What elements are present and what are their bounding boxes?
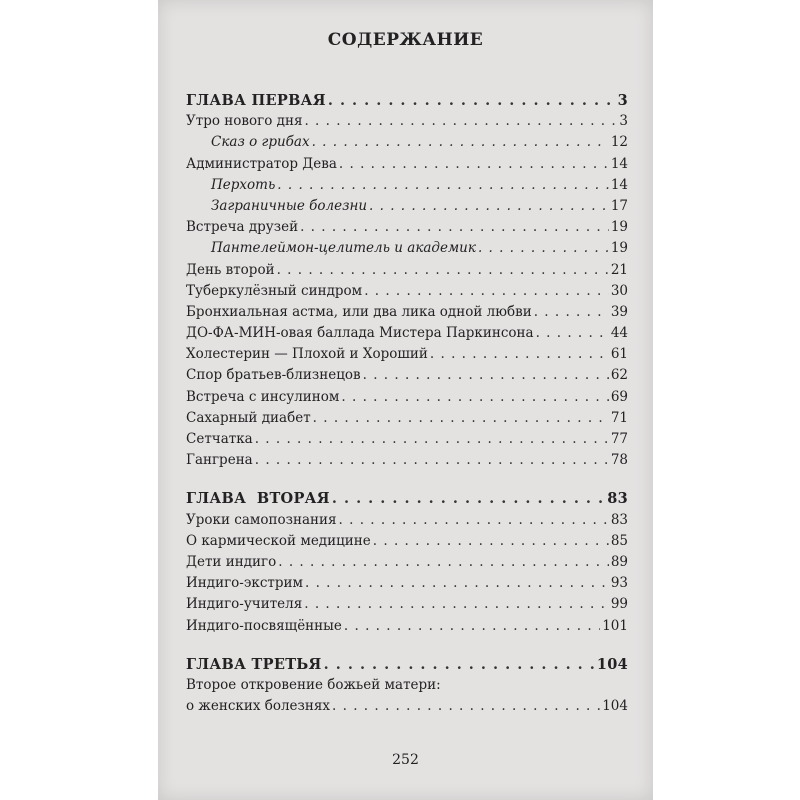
toc-entry (186, 365, 628, 386)
leader-dots (305, 573, 609, 594)
entry-title: Администратор Дева (186, 155, 337, 172)
page-ref: 62 (610, 367, 628, 384)
leader-dots (373, 531, 609, 552)
entry-title: Индиго-экстрим (186, 575, 304, 592)
entry-title: Перхоть (211, 176, 276, 193)
entry-title: Встреча с инсулином (186, 388, 340, 405)
page-ref: 89 (610, 553, 628, 570)
page-ref: 83 (610, 511, 628, 528)
page-ref: 3 (617, 92, 628, 109)
toc-entry (186, 387, 628, 408)
toc-entry (186, 344, 628, 365)
entry-title: Туберкулёзный синдром (186, 282, 363, 299)
leader-dots (304, 111, 617, 132)
entry-title: Холестерин — Плохой и Хороший (186, 346, 428, 363)
leader-dots (312, 132, 609, 153)
book-page (158, 0, 653, 800)
leader-dots (278, 552, 609, 573)
toc-subentry (186, 132, 628, 153)
toc-entry (186, 450, 628, 471)
toc-entry (186, 510, 628, 531)
page-ref: 19 (610, 219, 628, 236)
page-ref: 14 (610, 176, 628, 193)
entry-title: Гангрена (186, 452, 253, 469)
leader-dots (536, 323, 609, 344)
page-ref: 14 (610, 155, 628, 172)
leader-dots (277, 260, 609, 281)
page-ref: 78 (610, 452, 628, 469)
page-ref: 104 (602, 698, 628, 715)
chapter-title: ГЛАВА ПЕРВАЯ (186, 92, 326, 109)
leader-dots (328, 90, 616, 111)
entry-title: О кармической медицине (186, 532, 371, 549)
entry-title: ДО-ФА-МИН-овая баллада Мистера Паркинсона (186, 325, 534, 342)
entry-title: Дети индиго (186, 553, 277, 570)
leader-dots (430, 344, 609, 365)
page-ref: 44 (610, 325, 628, 342)
entry-title: Бронхиальная астма, или два лика одной любви (186, 303, 532, 320)
toc-entry (186, 616, 628, 637)
entry-title: Спор братьев-близнецов (186, 367, 361, 384)
toc-entry-line1: Второе откровение божьей матери: (186, 676, 441, 693)
toc-entry (186, 531, 628, 552)
leader-dots (332, 696, 600, 717)
leader-dots (313, 408, 609, 429)
toc-entry (186, 260, 628, 281)
leader-dots (255, 429, 609, 450)
page-number: 252 (392, 752, 419, 768)
entry-title: Сказ о грибах (211, 134, 310, 151)
page-ref: 99 (610, 596, 628, 613)
page-ref: 17 (610, 197, 628, 214)
toc-entry (186, 217, 628, 238)
page-ref: 93 (610, 575, 628, 592)
page-ref: 39 (610, 303, 628, 320)
toc-subentry (186, 196, 628, 217)
leader-dots (369, 196, 609, 217)
chapter-2-heading (186, 488, 628, 509)
leader-dots (478, 238, 609, 259)
entry-title: о женских болезнях (186, 698, 331, 715)
table-of-contents (186, 90, 628, 717)
entry-title: День второй (186, 261, 275, 278)
entry-title: Заграничные болезни (211, 197, 368, 214)
entry-title: Индиго-учителя (186, 596, 303, 613)
toc-entry (186, 408, 628, 429)
toc-entry (186, 281, 628, 302)
page-ref: 19 (610, 240, 628, 257)
page-ref: 77 (610, 431, 628, 447)
page-ref: 71 (610, 409, 628, 426)
page-ref: 104 (596, 655, 628, 673)
entry-title: Сетчатка (186, 431, 253, 447)
toc-entry (186, 302, 628, 323)
toc-entry (186, 154, 628, 175)
page-ref: 101 (602, 617, 628, 634)
leader-dots (341, 387, 608, 408)
leader-dots (255, 450, 609, 471)
entry-title: Индиго-посвящённые (186, 617, 342, 634)
leader-dots (332, 488, 605, 509)
page-ref: 83 (607, 490, 628, 508)
toc-entry (186, 429, 628, 450)
toc-entry (186, 111, 628, 132)
page-ref: 69 (610, 388, 628, 405)
leader-dots (344, 616, 600, 637)
leader-dots (364, 281, 609, 302)
page-ref: 21 (610, 261, 628, 278)
chapter-1-heading (186, 90, 628, 111)
entry-title: Пантелеймон-целитель и академик (211, 240, 476, 257)
entry-title: Сахарный диабет (186, 409, 311, 426)
leader-dots (339, 510, 609, 531)
page-title: СОДЕРЖАНИЕ (327, 30, 484, 50)
leader-dots (304, 594, 609, 615)
leader-dots (277, 175, 609, 196)
leader-dots (534, 302, 609, 323)
section-gap (186, 471, 628, 488)
toc-entry (186, 573, 628, 594)
leader-dots (363, 365, 609, 386)
chapter-3-heading (186, 654, 628, 675)
page-ref: 3 (619, 113, 628, 130)
chapter-title: ГЛАВА ТРЕТЬЯ (186, 655, 322, 673)
entry-title: Утро нового дня (186, 113, 303, 130)
toc-entry (186, 594, 628, 615)
leader-dots (324, 654, 595, 675)
toc-subentry (186, 175, 628, 196)
leader-dots (339, 154, 609, 175)
toc-entry (186, 552, 628, 573)
toc-entry (186, 696, 628, 717)
entry-title: Уроки самопознания (186, 511, 337, 528)
page-ref: 30 (610, 282, 628, 299)
entry-title: Встреча друзей (186, 219, 299, 236)
toc-entry (186, 323, 628, 344)
leader-dots (300, 217, 609, 238)
toc-subentry (186, 238, 628, 259)
page-ref: 12 (610, 134, 628, 151)
page-ref: 85 (610, 532, 628, 549)
section-gap (186, 637, 628, 654)
page-ref: 61 (610, 346, 628, 363)
chapter-title: ГЛАВА ВТОРАЯ (186, 490, 330, 508)
